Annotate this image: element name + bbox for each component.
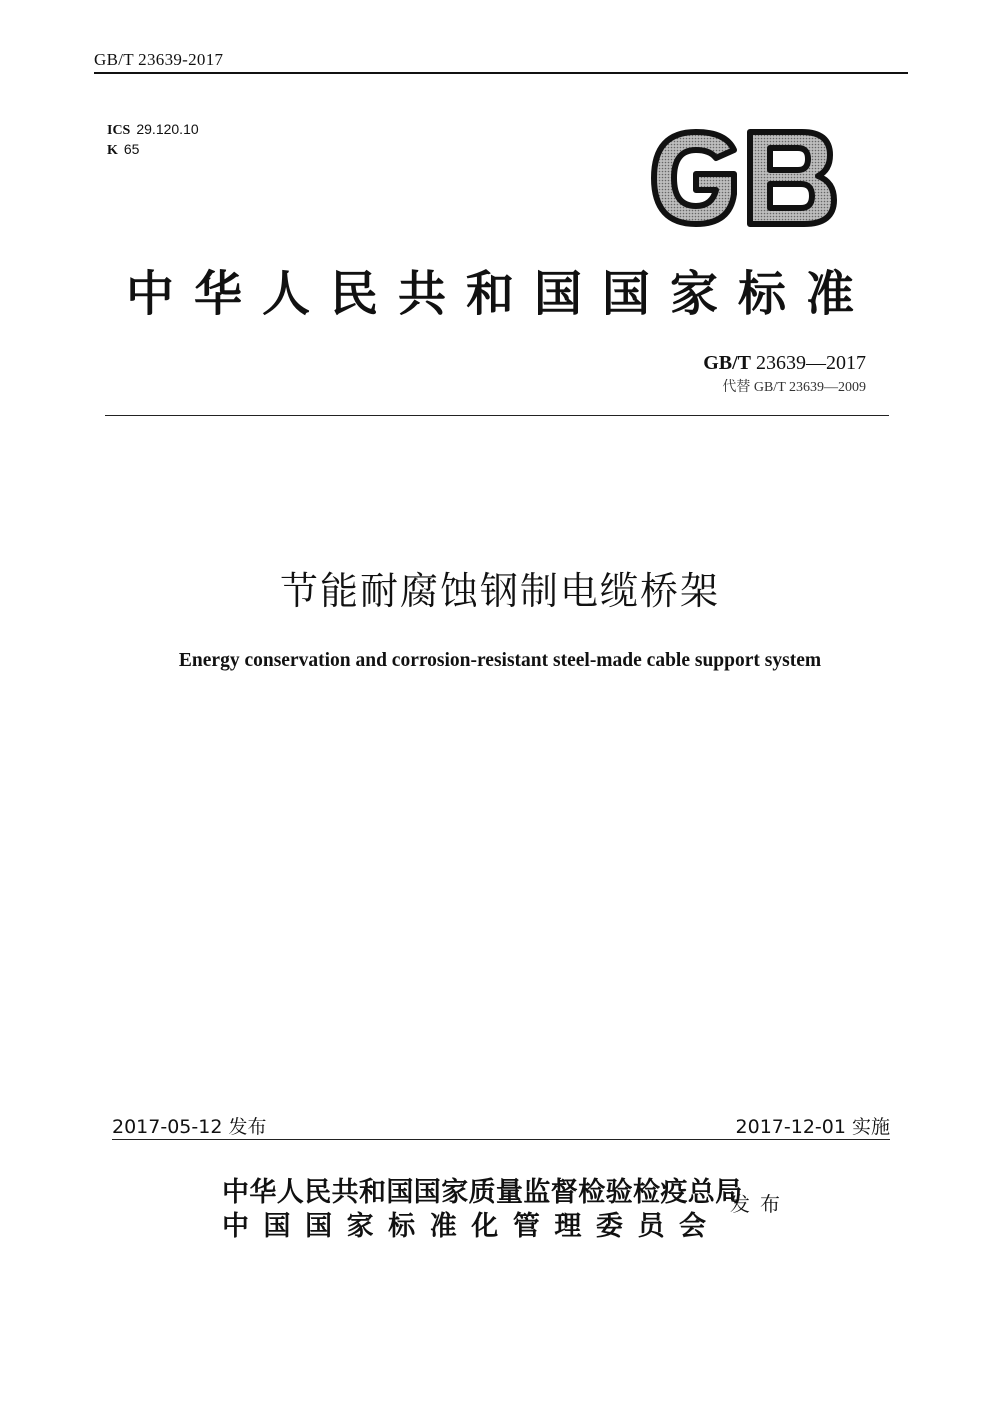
ics-value: 29.120.10	[136, 121, 199, 137]
implementation-date: 2017-12-01 实施	[735, 1116, 890, 1138]
publish-label: 发布	[730, 1192, 790, 1216]
document-title-chinese: 节能耐腐蚀钢制电缆桥架	[279, 569, 720, 613]
replaces-standard: 代替 GB/T 23639—2009	[722, 380, 866, 395]
footer-divider	[112, 1139, 890, 1140]
header-standard-code: GB/T 23639-2017	[94, 50, 224, 69]
standard-prefix: GB/T	[703, 352, 751, 374]
classification-block	[107, 120, 199, 160]
standard-number-block	[703, 352, 866, 396]
issue-date: 2017-05-12 发布	[112, 1116, 267, 1138]
header-divider	[94, 72, 908, 74]
k-line	[107, 140, 199, 160]
title-divider	[105, 415, 889, 416]
gb-logo	[646, 128, 838, 228]
ics-label: ICS	[107, 123, 131, 138]
issuer-sac: 中国国家标准化管理委员会	[222, 1211, 706, 1242]
k-label: K	[107, 143, 118, 158]
k-value: 65	[123, 141, 140, 157]
standard-number-value: 23639—2017	[756, 352, 866, 374]
standard-number	[703, 352, 866, 375]
ics-line	[107, 120, 199, 140]
national-standard-title: 中华人民共和国国家标准	[125, 266, 874, 322]
issuer-aqsiq: 中华人民共和国国家质量监督检验检疫总局	[222, 1177, 743, 1208]
document-title-english: Energy conservation and corrosion-resistant steel-made cable support system	[178, 650, 822, 671]
